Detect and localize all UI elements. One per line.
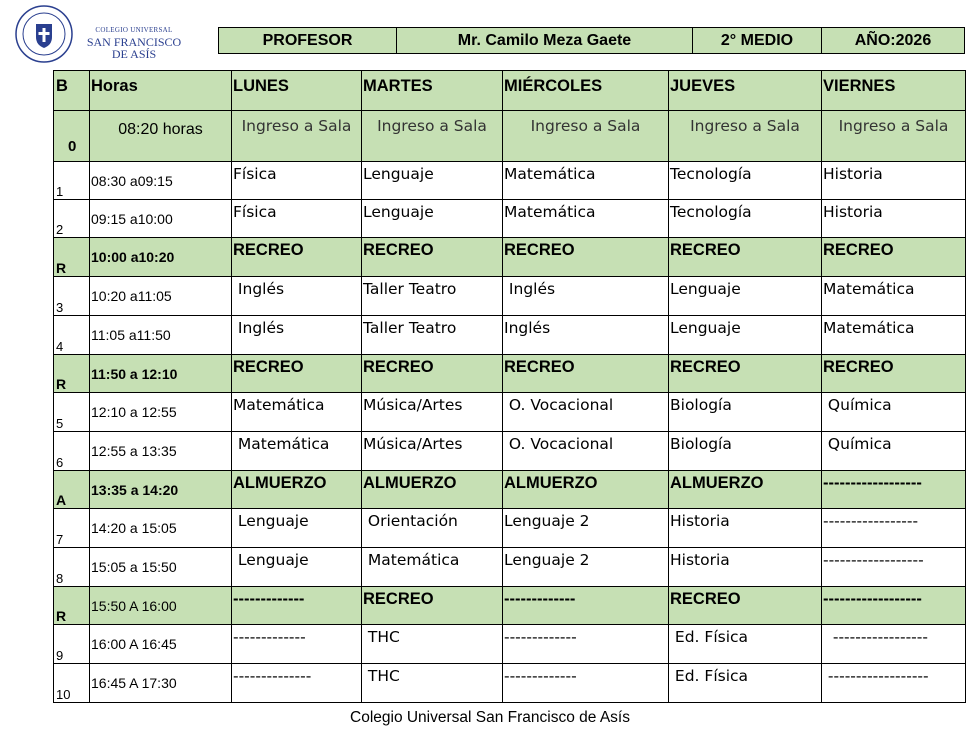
table-row (54, 432, 966, 471)
teacher-label: PROFESOR (219, 28, 397, 54)
time-slot: 08:20 horas (90, 111, 232, 162)
subject-cell: Lenguaje (232, 548, 362, 587)
time-slot: 13:35 a 14:20 (90, 471, 232, 509)
table-row (54, 355, 966, 393)
subject-cell: Taller Teatro (362, 277, 503, 316)
subject-cell: THC (362, 664, 503, 703)
block-id: 10 (54, 664, 90, 703)
subject-cell: ALMUERZO (232, 471, 362, 509)
subject-cell: Inglés (503, 316, 669, 355)
school-logo (14, 4, 189, 64)
subject-cell: Física (232, 200, 362, 238)
block-id: 9 (54, 625, 90, 664)
subject-cell: RECREO (362, 355, 503, 393)
table-row (54, 664, 966, 703)
subject-cell: Ed. Física (669, 664, 822, 703)
subject-cell: Historia (822, 162, 966, 200)
schedule-table (53, 70, 966, 703)
subject-cell: RECREO (232, 355, 362, 393)
column-header: MARTES (362, 71, 503, 111)
subject-cell: ------------- (232, 625, 362, 664)
block-id: 0 (54, 111, 90, 162)
subject-cell: RECREO (503, 238, 669, 277)
time-slot: 11:50 a 12:10 (90, 355, 232, 393)
subject-cell: Lenguaje (669, 277, 822, 316)
column-header: JUEVES (669, 71, 822, 111)
subject-cell: ------------- (503, 587, 669, 625)
subject-cell: Ingreso a Sala (503, 111, 669, 162)
column-header: VIERNES (822, 71, 966, 111)
block-id: 4 (54, 316, 90, 355)
subject-cell: Matemática (822, 277, 966, 316)
subject-cell: Orientación (362, 509, 503, 548)
school-name-line1: COLEGIO UNIVERSAL (95, 26, 173, 34)
subject-cell: THC (362, 625, 503, 664)
subject-cell: Matemática (232, 432, 362, 471)
table-row (54, 111, 966, 162)
school-name-line2: SAN FRANCISCO (86, 35, 182, 49)
subject-cell: Lenguaje (232, 509, 362, 548)
subject-cell: ALMUERZO (362, 471, 503, 509)
subject-cell: RECREO (362, 238, 503, 277)
subject-cell: Ingreso a Sala (822, 111, 966, 162)
subject-cell: Lenguaje 2 (503, 548, 669, 587)
subject-cell: O. Vocacional (503, 393, 669, 432)
subject-cell: Música/Artes (362, 432, 503, 471)
table-row (54, 587, 966, 625)
time-slot: 16:00 A 16:45 (90, 625, 232, 664)
block-id: 1 (54, 162, 90, 200)
table-row (54, 162, 966, 200)
subject-cell: ------------------ (822, 548, 966, 587)
subject-cell: Matemática (362, 548, 503, 587)
subject-cell: Lenguaje (362, 200, 503, 238)
subject-cell: Tecnología (669, 200, 822, 238)
table-row (54, 316, 966, 355)
year-label: AÑO:2026 (822, 28, 965, 54)
table-row (54, 277, 966, 316)
subject-cell: ------------------ (822, 664, 966, 703)
subject-cell: RECREO (822, 238, 966, 277)
block-id: 7 (54, 509, 90, 548)
subject-cell: ----------------- (822, 509, 966, 548)
teacher-header (218, 27, 965, 54)
subject-cell: RECREO (669, 238, 822, 277)
subject-cell: RECREO (362, 587, 503, 625)
subject-cell: ------------- (503, 625, 669, 664)
time-slot: 08:30 a09:15 (90, 162, 232, 200)
subject-cell: -------------- (232, 664, 362, 703)
subject-cell: Inglés (232, 316, 362, 355)
subject-cell: Física (232, 162, 362, 200)
column-header: B (54, 71, 90, 111)
column-header: Horas (90, 71, 232, 111)
subject-cell: Ingreso a Sala (669, 111, 822, 162)
time-slot: 11:05 a11:50 (90, 316, 232, 355)
subject-cell: ------------------ (822, 587, 966, 625)
subject-cell: ------------- (503, 664, 669, 703)
table-row (54, 625, 966, 664)
subject-cell: Música/Artes (362, 393, 503, 432)
block-id: 8 (54, 548, 90, 587)
time-slot: 09:15 a10:00 (90, 200, 232, 238)
subject-cell: Tecnología (669, 162, 822, 200)
block-id: 2 (54, 200, 90, 238)
subject-cell: Inglés (503, 277, 669, 316)
subject-cell: Matemática (822, 316, 966, 355)
time-slot: 16:45 A 17:30 (90, 664, 232, 703)
subject-cell: RECREO (232, 238, 362, 277)
subject-cell: ------------- (232, 587, 362, 625)
subject-cell: Taller Teatro (362, 316, 503, 355)
time-slot: 10:00 a10:20 (90, 238, 232, 277)
school-seal-icon (14, 4, 76, 66)
subject-cell: Matemática (232, 393, 362, 432)
subject-cell: Matemática (503, 200, 669, 238)
subject-cell: RECREO (669, 355, 822, 393)
block-id: R (54, 238, 90, 277)
column-header: LUNES (232, 71, 362, 111)
table-header-row (54, 71, 966, 111)
subject-cell: Lenguaje 2 (503, 509, 669, 548)
subject-cell: Ed. Física (669, 625, 822, 664)
subject-cell: Química (822, 393, 966, 432)
subject-cell: ------------------ (822, 471, 966, 509)
time-slot: 10:20 a11:05 (90, 277, 232, 316)
column-header: MIÉRCOLES (503, 71, 669, 111)
table-row (54, 548, 966, 587)
time-slot: 15:50 A 16:00 (90, 587, 232, 625)
subject-cell: RECREO (669, 587, 822, 625)
subject-cell: Historia (822, 200, 966, 238)
footer-school-name: Colegio Universal San Francisco de Asís (350, 709, 630, 726)
table-row (54, 509, 966, 548)
teacher-name: Mr. Camilo Meza Gaete (397, 28, 693, 54)
subject-cell: ALMUERZO (669, 471, 822, 509)
time-slot: 15:05 a 15:50 (90, 548, 232, 587)
subject-cell: Lenguaje (362, 162, 503, 200)
block-id: 3 (54, 277, 90, 316)
subject-cell: Historia (669, 509, 822, 548)
block-id: R (54, 355, 90, 393)
block-id: R (54, 587, 90, 625)
subject-cell: Ingreso a Sala (232, 111, 362, 162)
block-id: A (54, 471, 90, 509)
subject-cell: Ingreso a Sala (362, 111, 503, 162)
subject-cell: Química (822, 432, 966, 471)
subject-cell: RECREO (503, 355, 669, 393)
time-slot: 12:55 a 13:35 (90, 432, 232, 471)
subject-cell: Inglés (232, 277, 362, 316)
subject-cell: Biología (669, 393, 822, 432)
table-row (54, 200, 966, 238)
table-row (54, 238, 966, 277)
subject-cell: Historia (669, 548, 822, 587)
time-slot: 14:20 a 15:05 (90, 509, 232, 548)
subject-cell: RECREO (822, 355, 966, 393)
subject-cell: Matemática (503, 162, 669, 200)
grade-label: 2° MEDIO (693, 28, 822, 54)
table-row (54, 393, 966, 432)
subject-cell: ALMUERZO (503, 471, 669, 509)
table-row (54, 471, 966, 509)
block-id: 5 (54, 393, 90, 432)
subject-cell: Lenguaje (669, 316, 822, 355)
school-name-line3: DE ASÍS (111, 47, 157, 61)
subject-cell: O. Vocacional (503, 432, 669, 471)
time-slot: 12:10 a 12:55 (90, 393, 232, 432)
block-id: 6 (54, 432, 90, 471)
subject-cell: Biología (669, 432, 822, 471)
subject-cell: ----------------- (822, 625, 966, 664)
